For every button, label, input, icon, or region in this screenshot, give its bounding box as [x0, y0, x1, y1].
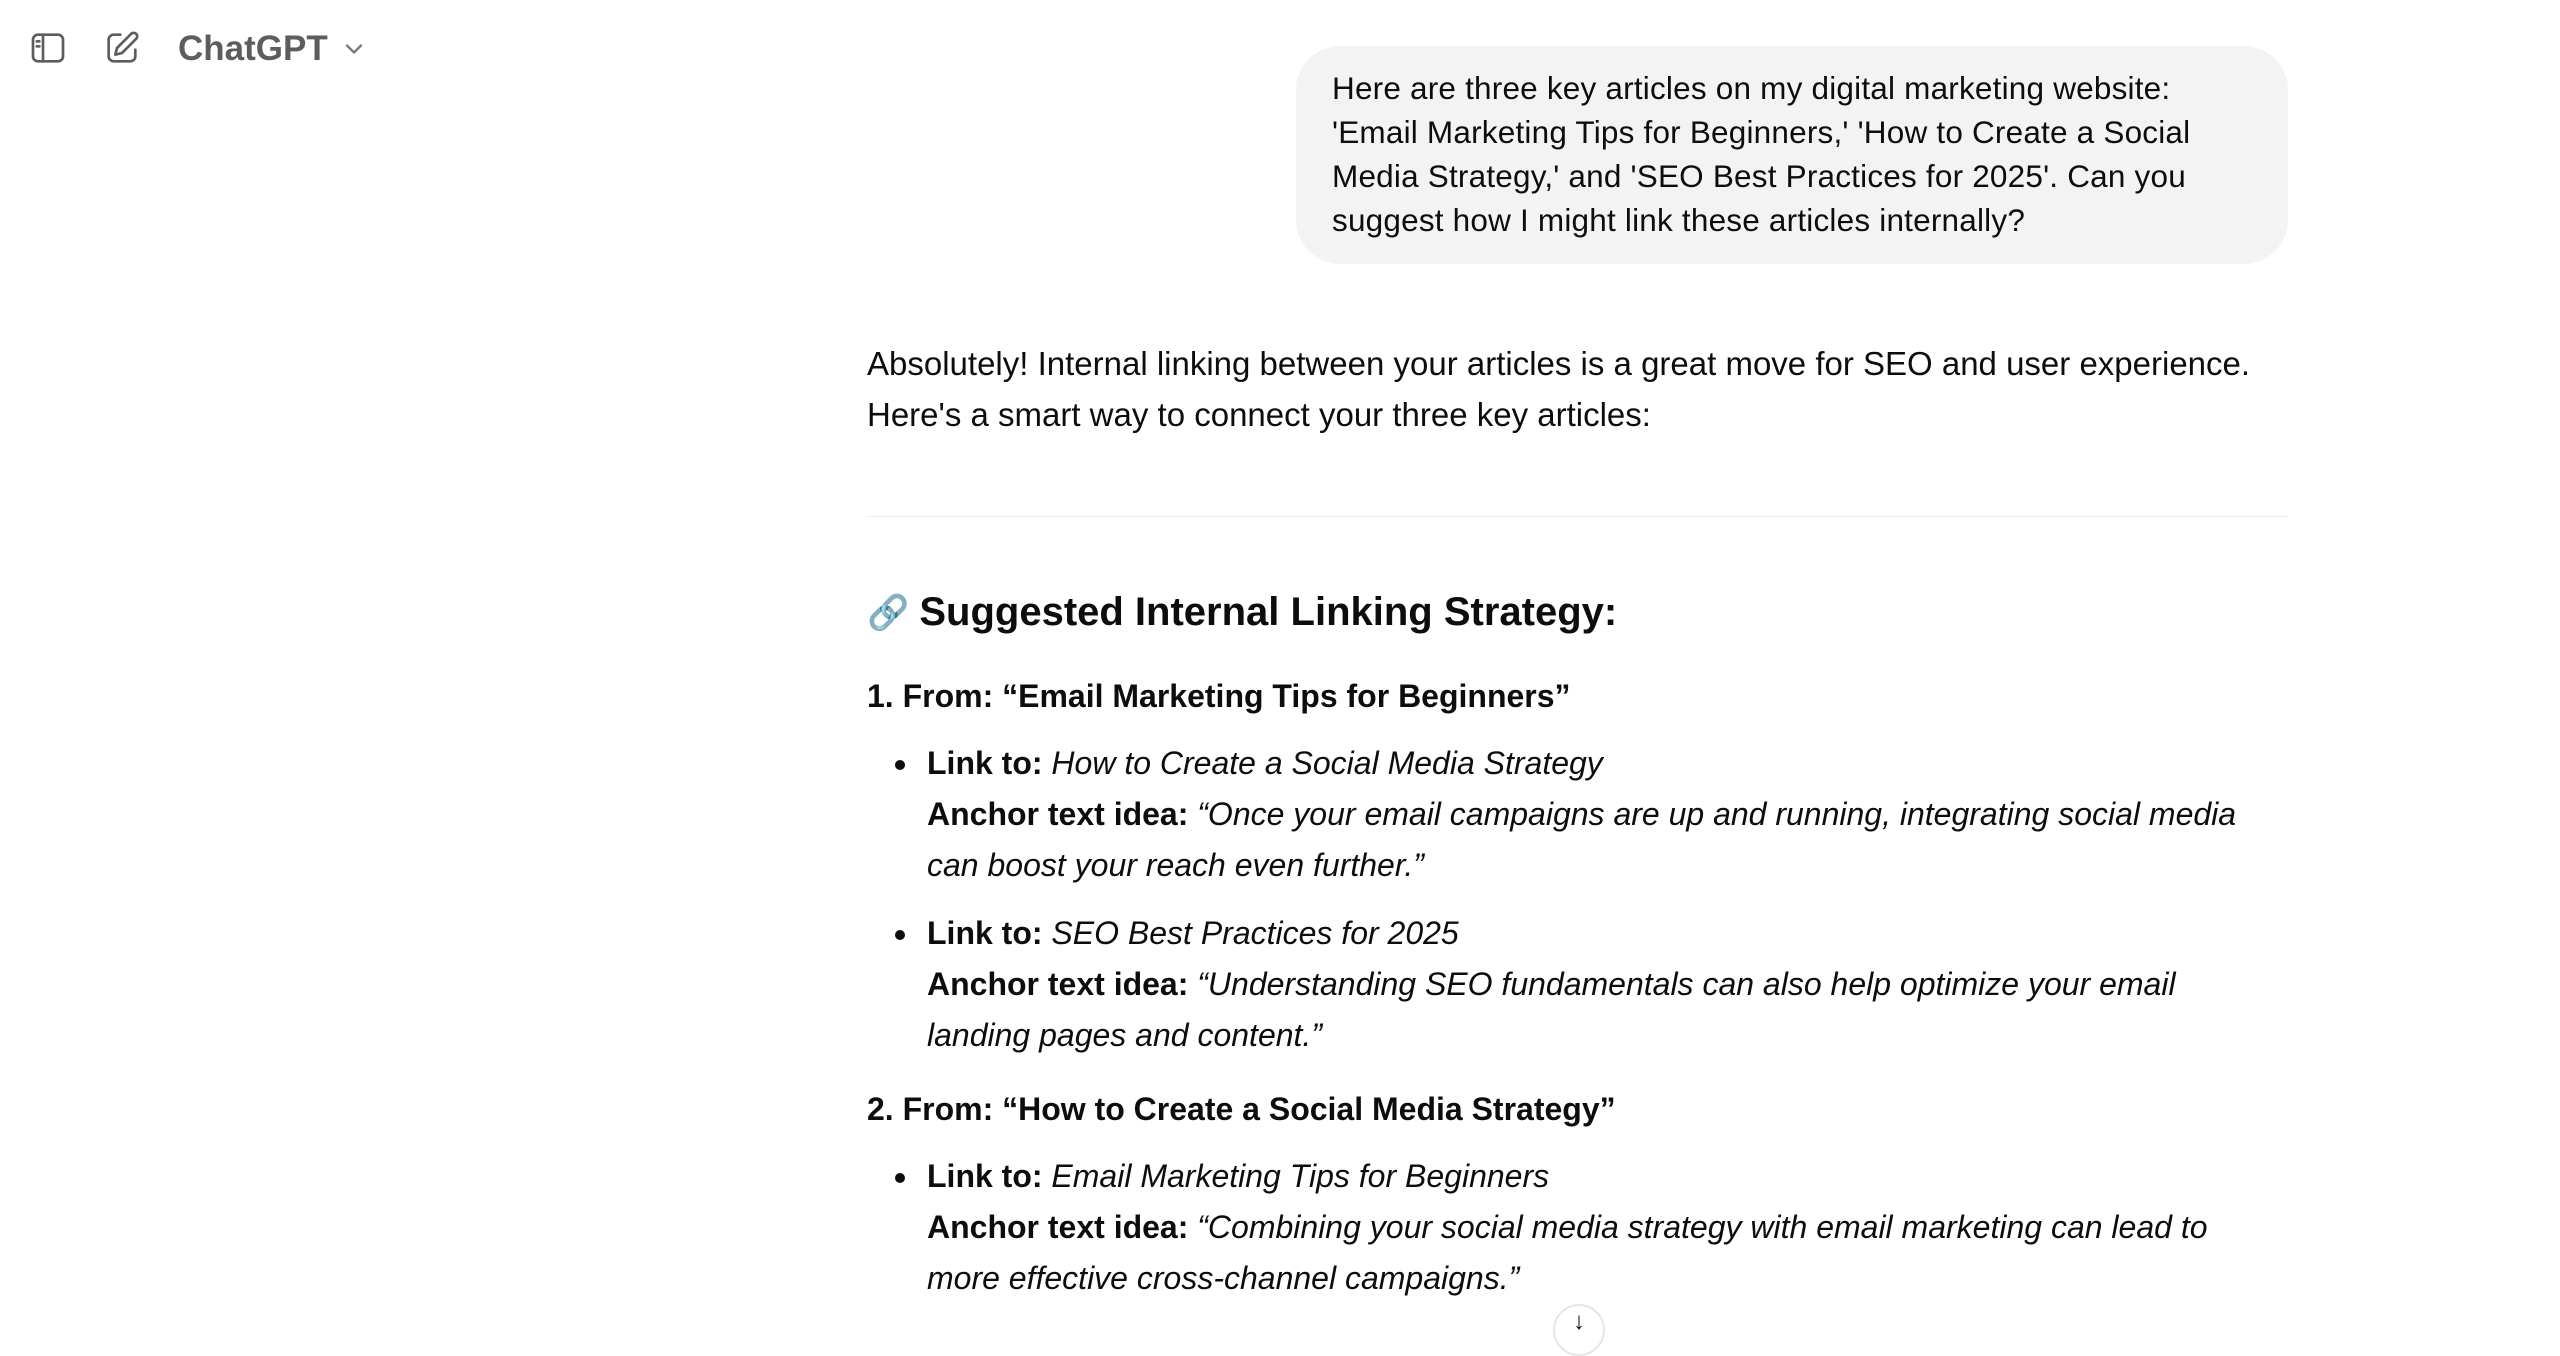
chevron-down-icon [340, 35, 368, 63]
user-message [1296, 46, 2288, 264]
list-item [867, 738, 2287, 891]
bullet-dot [895, 760, 905, 770]
link-icon: 🔗 [867, 593, 910, 632]
section-heading-text: Suggested Internal Linking Strategy: [919, 590, 1618, 634]
new-chat-icon [102, 28, 142, 68]
anchor-text: “Combining your social media strategy with email marketing can lead to more effective cross-channel campaigns.” [927, 1209, 2208, 1296]
link-to-label: Link to: [927, 1158, 1043, 1194]
link-target: SEO Best Practices for 2025 [1051, 915, 1459, 951]
sidebar-toggle-button[interactable] [22, 22, 74, 74]
bullet-dot [895, 930, 905, 940]
section-2-title: 2. From: “How to Create a Social Media Strategy” [867, 1091, 1616, 1127]
anchor-text-label: Anchor text idea: [927, 1209, 1189, 1245]
assistant-intro: Absolutely! Internal linking between your articles is a great move for SEO and user experience. Here's a smart way to connect your three key articles: [867, 345, 2251, 433]
model-name: ChatGPT [178, 29, 328, 68]
sidebar-toggle-icon [28, 28, 68, 68]
link-target: How to Create a Social Media Strategy [1051, 745, 1603, 781]
model-switcher[interactable] [178, 26, 368, 72]
list-item [867, 908, 2287, 1061]
bullet-dot [895, 1173, 905, 1183]
anchor-text: “Once your email campaigns are up and running, integrating social media can boost your reach even further.” [927, 796, 2237, 883]
link-target: Email Marketing Tips for Beginners [1051, 1158, 1550, 1194]
section-1-title: 1. From: “Email Marketing Tips for Beginners” [867, 678, 1571, 714]
new-chat-button[interactable] [96, 22, 148, 74]
user-message-text: Here are three key articles on my digital marketing website: 'Email Marketing Tips for Beginners,' 'How to Create a Social Media Strategy,' and 'SEO Best Practices for 2025'. Can you suggest how I might link these articles internally? [1332, 70, 2191, 238]
link-to-label: Link to: [927, 745, 1043, 781]
anchor-text-label: Anchor text idea: [927, 796, 1189, 832]
scroll-down-button[interactable] [1553, 1304, 1605, 1356]
divider [867, 516, 2287, 517]
assistant-message [867, 338, 2287, 440]
list-item [867, 1151, 2287, 1304]
link-to-label: Link to: [927, 915, 1043, 951]
anchor-text-label: Anchor text idea: [927, 966, 1189, 1002]
anchor-text: “Understanding SEO fundamentals can also help optimize your email landing pages and content.” [927, 966, 2176, 1053]
section-heading [867, 590, 1617, 635]
arrow-down-icon: ↓ [1573, 1308, 1585, 1335]
